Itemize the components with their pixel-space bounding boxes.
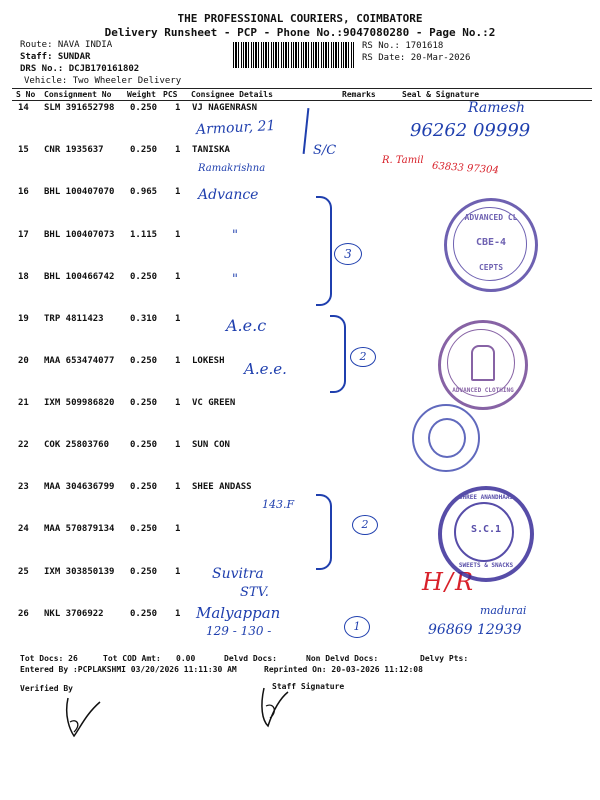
cell-weight: 0.250	[130, 567, 158, 577]
hw-row20: A.e.e.	[244, 360, 287, 378]
cell-pcs: 1	[175, 272, 181, 282]
cell-consignee: VC GREEN	[192, 398, 236, 408]
col-remarks: Remarks	[342, 90, 376, 99]
cell-sno: 19	[18, 314, 29, 324]
cell-sno: 16	[18, 187, 29, 197]
stamp1-center-text: CBE-4	[475, 237, 507, 248]
cell-consignee: LOKESH	[192, 356, 225, 366]
rs-number: RS No.: 1701618	[362, 41, 444, 51]
cell-pcs: 1	[175, 440, 181, 450]
cell-pcs: 1	[175, 482, 181, 492]
brace-count-4: 1	[344, 616, 370, 638]
cell-pcs: 1	[175, 524, 181, 534]
emblem-icon	[428, 418, 466, 458]
cell-weight: 0.250	[130, 609, 158, 619]
hw-row26-door: 129 - 130 -	[206, 624, 272, 638]
cell-pcs: 1	[175, 103, 181, 113]
stamp4-top-text: SHREE ANANDHAAS	[458, 494, 514, 501]
brace-rows-19-20	[330, 315, 346, 393]
cell-weight: 0.250	[130, 398, 158, 408]
total-cod-value: 0.00	[176, 654, 196, 663]
cell-consignment-no: BHL 100407073	[44, 230, 115, 240]
staff-label: Staff: SUNDAR	[20, 52, 91, 62]
reprinted-on: Reprinted On: 20-03-2026 11:12:08	[264, 665, 423, 674]
cell-sno: 18	[18, 272, 29, 282]
cell-weight: 0.250	[130, 482, 158, 492]
hw-row26-phone: 96869 12939	[428, 622, 522, 638]
cell-consignee: SHEE ANDASS	[192, 482, 252, 492]
cell-pcs: 1	[175, 398, 181, 408]
vehicle-label: Vehicle: Two Wheeler Delivery	[24, 76, 182, 86]
cell-consignment-no: CNR 1935637	[44, 145, 104, 155]
cell-consignee: TANISKA	[192, 145, 230, 155]
cell-consignment-no: SLM 391652798	[44, 103, 115, 113]
cell-weight: 0.250	[130, 145, 158, 155]
cell-pcs: 1	[175, 356, 181, 366]
col-consignment: Consignment No	[44, 90, 112, 99]
cell-weight: 0.250	[130, 356, 158, 366]
cell-weight: 0.250	[130, 524, 158, 534]
staff-signature-label: Staff Signature	[272, 682, 345, 691]
hw-row18-ditto: "	[232, 272, 238, 287]
cell-consignee: VJ NAGENRASN	[192, 103, 258, 113]
delivery-points: Delvy Pts:	[420, 654, 469, 663]
cell-pcs: 1	[175, 187, 181, 197]
cell-sno: 21	[18, 398, 29, 408]
hanger-icon	[471, 345, 495, 381]
stamp2-text: ADVANCED CLOTHING	[452, 387, 514, 394]
table-row	[0, 145, 600, 185]
cell-pcs: 1	[175, 314, 181, 324]
stamp4-center-text: S.C.1	[470, 524, 502, 535]
hw-row26-signature: madurai	[480, 604, 527, 617]
table-row	[0, 440, 600, 480]
cell-consignment-no: BHL 100407070	[44, 187, 115, 197]
col-sno: S No	[16, 90, 36, 99]
cell-consignee: SUN CON	[192, 440, 230, 450]
cell-weight: 0.250	[130, 440, 158, 450]
cell-weight: 0.965	[130, 187, 158, 197]
delivered-docs: Delvd Docs:	[224, 654, 277, 663]
cell-consignment-no: MAA 570879134	[44, 524, 115, 534]
hw-row15-signature: R. Tamil	[382, 155, 424, 166]
hw-row25-town: STV.	[240, 585, 269, 600]
runsheet-subtitle: Delivery Runsheet - PCP - Phone No.:9047080280 - Page No.:2	[104, 26, 496, 39]
col-seal-signature: Seal & Signature	[402, 90, 480, 99]
hw-row15-address: Ramakrishna	[198, 163, 266, 174]
brace-count-3: 2	[352, 515, 378, 535]
cell-sno: 24	[18, 524, 29, 534]
hw-row15-sc: S/C	[313, 143, 337, 158]
brace-count-2: 2	[350, 347, 376, 367]
hw-row14-phone: 96262 09999	[410, 120, 531, 141]
stamp4-bottom-text: SWEETS & SNACKS	[458, 562, 514, 569]
total-docs: Tot Docs: 26	[20, 654, 78, 663]
non-delivered-docs: Non Delvd Docs:	[306, 654, 379, 663]
hw-row26-name: Malyappan	[196, 604, 281, 622]
stamp-advanced-clothing-logo	[438, 320, 528, 410]
col-consignee: Consignee Details	[191, 90, 273, 99]
cell-sno: 17	[18, 230, 29, 240]
cell-consignment-no: TRP 4811423	[44, 314, 104, 324]
stamp1-bottom-text: CEPTS	[478, 263, 504, 272]
stamp1-top-text: ADVANCED CL	[464, 213, 518, 222]
cell-sno: 22	[18, 440, 29, 450]
col-weight: Weight	[127, 90, 156, 99]
entered-by: Entered By :PCPLAKSHMI 03/20/2026 11:11:30 AM	[20, 665, 237, 674]
total-cod-label: Tot COD Amt:	[103, 654, 161, 663]
staff-signature	[254, 684, 294, 730]
verified-by-label: Verified By	[20, 684, 73, 693]
rs-date: RS Date: 20-Mar-2026	[362, 53, 471, 63]
cell-pcs: 1	[175, 230, 181, 240]
cell-pcs: 1	[175, 609, 181, 619]
company-title: THE PROFESSIONAL COURIERS, COIMBATORE	[177, 12, 423, 25]
cell-consignment-no: IXM 509986820	[44, 398, 115, 408]
table-row	[0, 398, 600, 438]
brace-rows-23-24	[316, 494, 332, 570]
hw-row19: A.e.c	[226, 316, 267, 335]
cell-sno: 25	[18, 567, 29, 577]
cell-sno: 14	[18, 103, 29, 113]
cell-sno: 26	[18, 609, 29, 619]
cell-sno: 15	[18, 145, 29, 155]
brace-rows-16-18	[316, 196, 332, 306]
stamp-advanced-clothing-cbe	[444, 198, 538, 292]
stamp-blue-round	[412, 404, 480, 472]
verified-by-signature	[60, 692, 110, 742]
stamp-shree-anandhaas	[438, 486, 534, 582]
hw-row25-name: Suvitra	[212, 566, 264, 582]
cell-weight: 0.250	[130, 103, 158, 113]
brace-count-1: 3	[334, 243, 362, 265]
table-top-rule	[12, 88, 592, 89]
cell-consignment-no: BHL 100466742	[44, 272, 115, 282]
cell-consignment-no: IXM 303850139	[44, 567, 115, 577]
hw-row23-number: 143.F	[262, 498, 295, 511]
cell-consignment-no: MAA 653474077	[44, 356, 115, 366]
cell-consignment-no: NKL 3706922	[44, 609, 104, 619]
cell-pcs: 1	[175, 567, 181, 577]
cell-pcs: 1	[175, 145, 181, 155]
hw-row17-ditto: "	[232, 228, 238, 243]
barcode	[233, 42, 355, 68]
hw-row14-signature: Ramesh	[468, 100, 525, 116]
cell-consignment-no: COK 25803760	[44, 440, 110, 450]
route-label: Route: NAVA INDIA	[20, 40, 113, 50]
col-pcs: PCS	[163, 90, 178, 99]
cell-weight: 0.250	[130, 272, 158, 282]
cell-weight: 1.115	[130, 230, 158, 240]
hw-row14-address: Armour, 21	[195, 117, 276, 139]
hw-hr-mark: H/R	[422, 568, 476, 596]
cell-weight: 0.310	[130, 314, 158, 324]
hw-row15-phone: 63833 97304	[431, 160, 500, 177]
drs-label: DRS No.: DCJB170161802	[20, 64, 140, 74]
hw-row16: Advance	[198, 187, 259, 203]
cell-sno: 23	[18, 482, 29, 492]
cell-consignment-no: MAA 304636799	[44, 482, 115, 492]
cell-sno: 20	[18, 356, 29, 366]
